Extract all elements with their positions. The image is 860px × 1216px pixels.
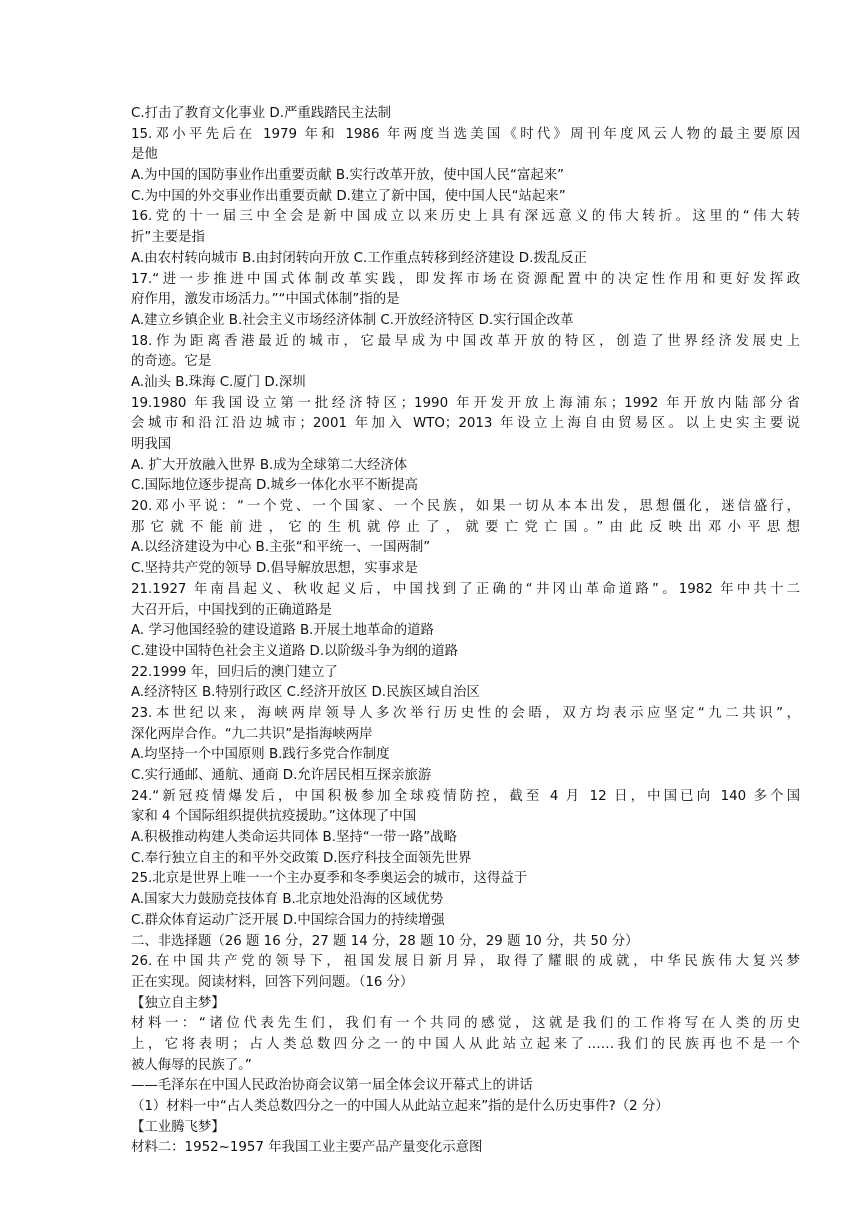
text-line: （1）材料一中“占人类总数四分之一的中国人从此站立起来”指的是什么历史事件?（2 分） xyxy=(131,1099,669,1114)
text-line: A.积极推动构建人类命运共同体 B.坚持“一带一路”战略 xyxy=(131,830,457,846)
text-line: A.以经济建设为中心 B.主张“和平统一、一国两制” xyxy=(131,540,431,556)
text-line: C.打击了教育文化事业 D.严重践踏民主法制 xyxy=(131,106,392,121)
text-line: 20.邓小平说：“一个党、一个国家、一个民族，如果一切从本本出发，思想僵化，迷信盛行， xyxy=(131,499,800,515)
text-line: A.建立乡镇企业 B.社会主义市场经济体制 C.开放经济特区 D.实行国企改革 xyxy=(131,312,574,328)
text-line: 15.邓小平先后在 1979 年和 1986 年两度当选美国《时代》周刊年度风云人物的最主要原因 xyxy=(131,126,800,142)
text-line: A. 扩大开放融入世界 B.成为全球第二大经济体 xyxy=(131,457,408,473)
text-line: 那它就不能前进，它的生机就停止了，就要亡党亡国。”由此反映出邓小平思想 xyxy=(131,519,800,535)
text-line: A. 学习他国经验的建设道路 B.开展土地革命的道路 xyxy=(131,623,434,639)
text-line: 17.“进一步推进中国式体制改革实践，即发挥市场在资源配置中的决定性作用和更好发挥政 xyxy=(131,271,800,287)
text-line: 是他 xyxy=(131,147,158,163)
text-line: 的奇迹。它是 xyxy=(131,354,212,370)
text-line: 【独立自主梦】 xyxy=(131,995,225,1011)
text-line: 26.在中国共产党的领导下，祖国发展日新月异，取得了耀眼的成就，中华民族伟大复兴梦 xyxy=(131,954,800,970)
text-line: 家和 4 个国际组织提供抗疫援助。”这体现了中国 xyxy=(131,809,417,825)
text-line: A.国家大力鼓励竞技体育 B.北京地处沿海的区域优势 xyxy=(131,892,444,908)
text-line: 【工业腾飞梦】 xyxy=(131,1119,225,1135)
text-line: A.为中国的国防事业作出重要贡献 B.实行改革开放，使中国人民“富起来” xyxy=(131,168,565,184)
text-line: C.奉行独立自主的和平外交政策 D.医疗科技全面领先世界 xyxy=(131,850,472,866)
text-line: 折”主要是指 xyxy=(131,230,205,246)
text-line: 21.1927 年南昌起义、秋收起义后，中国找到了正确的“井冈山革命道路”。1982 年中共十二 xyxy=(131,581,800,597)
text-line: 府作用，激发市场活力。”“中国式体制”指的是 xyxy=(131,292,400,308)
text-line: C.建设中国特色社会主义道路 D.以阶级斗争为纲的道路 xyxy=(131,643,459,659)
text-line: C.为中国的外交事业作出重要贡献 D.建立了新中国，使中国人民“站起来” xyxy=(131,188,566,204)
text-line: 正在实现。阅读材料，回答下列问题。（16 分） xyxy=(131,974,414,990)
text-line: 上，它将表明；占人类总数四分之一的中国人从此站立起来了……我们的民族再也不是一个 xyxy=(131,1036,800,1052)
text-line: 材料二：1952~1957 年我国工业主要产品产量变化示意图 xyxy=(131,1140,483,1156)
text-line: 材料一：“诸位代表先生们，我们有一个共同的感觉，这就是我们的工作将写在人类的历史 xyxy=(131,1016,800,1032)
text-line: 19.1980 年我国设立第一批经济特区；1990 年开发开放上海浦东；1992 年开放内陆部分省 xyxy=(131,395,800,411)
text-line: A.均坚持一个中国原则 B.践行多党合作制度 xyxy=(131,747,390,763)
document-body xyxy=(131,104,800,1159)
text-line: C.坚持共产党的领导 D.倡导解放思想，实事求是 xyxy=(131,561,418,577)
text-line: C.实行通邮、通航、通商 D.允许居民相互探亲旅游 xyxy=(131,768,432,783)
text-line: 24.“新冠疫情爆发后，中国积极参加全球疫情防控，截至 4 月 12 日，中国已向 140 多个国 xyxy=(131,788,800,804)
text-line: 16.党的十一届三中全会是新中国成立以来历史上具有深远意义的伟大转折。这里的“伟大转 xyxy=(131,209,800,225)
text-line: C.群众体育运动广泛开展 D.中国综合国力的持续增强 xyxy=(131,912,445,928)
text-line: 会城市和沿江沿边城市；2001 年加入 WTO；2013 年设立上海自由贸易区。以上史实主要说 xyxy=(131,416,800,432)
text-line: A.汕头 B.珠海 C.厦门 D.深圳 xyxy=(131,374,306,390)
text-line: 18.作为距离香港最近的城市，它最早成为中国改革开放的特区，创造了世界经济发展史上 xyxy=(131,333,800,349)
text-line: 深化两岸合作。“九二共识”是指海峡两岸 xyxy=(131,726,373,742)
text-line: 25.北京是世界上唯一一个主办夏季和冬季奥运会的城市，这得益于 xyxy=(131,871,528,887)
text-line: ——毛泽东在中国人民政治协商会议第一届全体会议开幕式上的讲话 xyxy=(131,1078,533,1094)
text-line: C.国际地位逐步提高 D.城乡一体化水平不断提高 xyxy=(131,478,418,494)
text-line: 明我国 xyxy=(131,437,172,452)
text-line: A.经济特区 B.特别行政区 C.经济开放区 D.民族区域自治区 xyxy=(131,685,480,701)
text-line: 22.1999 年，回归后的澳门建立了 xyxy=(131,664,338,680)
text-line: 二、非选择题（26 题 16 分，27 题 14 分，28 题 10 分，29 题 10 分，共 50 分） xyxy=(131,933,639,949)
text-line: 23.本世纪以来，海峡两岸领导人多次举行历史性的会晤，双方均表示应坚定“九二共识”， xyxy=(131,705,800,721)
text-line: 大召开后，中国找到的正确道路是 xyxy=(131,602,332,618)
text-line: 被人侮辱的民族了。” xyxy=(131,1057,252,1073)
text-line: A.由农村转向城市 B.由封闭转向开放 C.工作重点转移到经济建设 D.拨乱反正 xyxy=(131,250,587,266)
